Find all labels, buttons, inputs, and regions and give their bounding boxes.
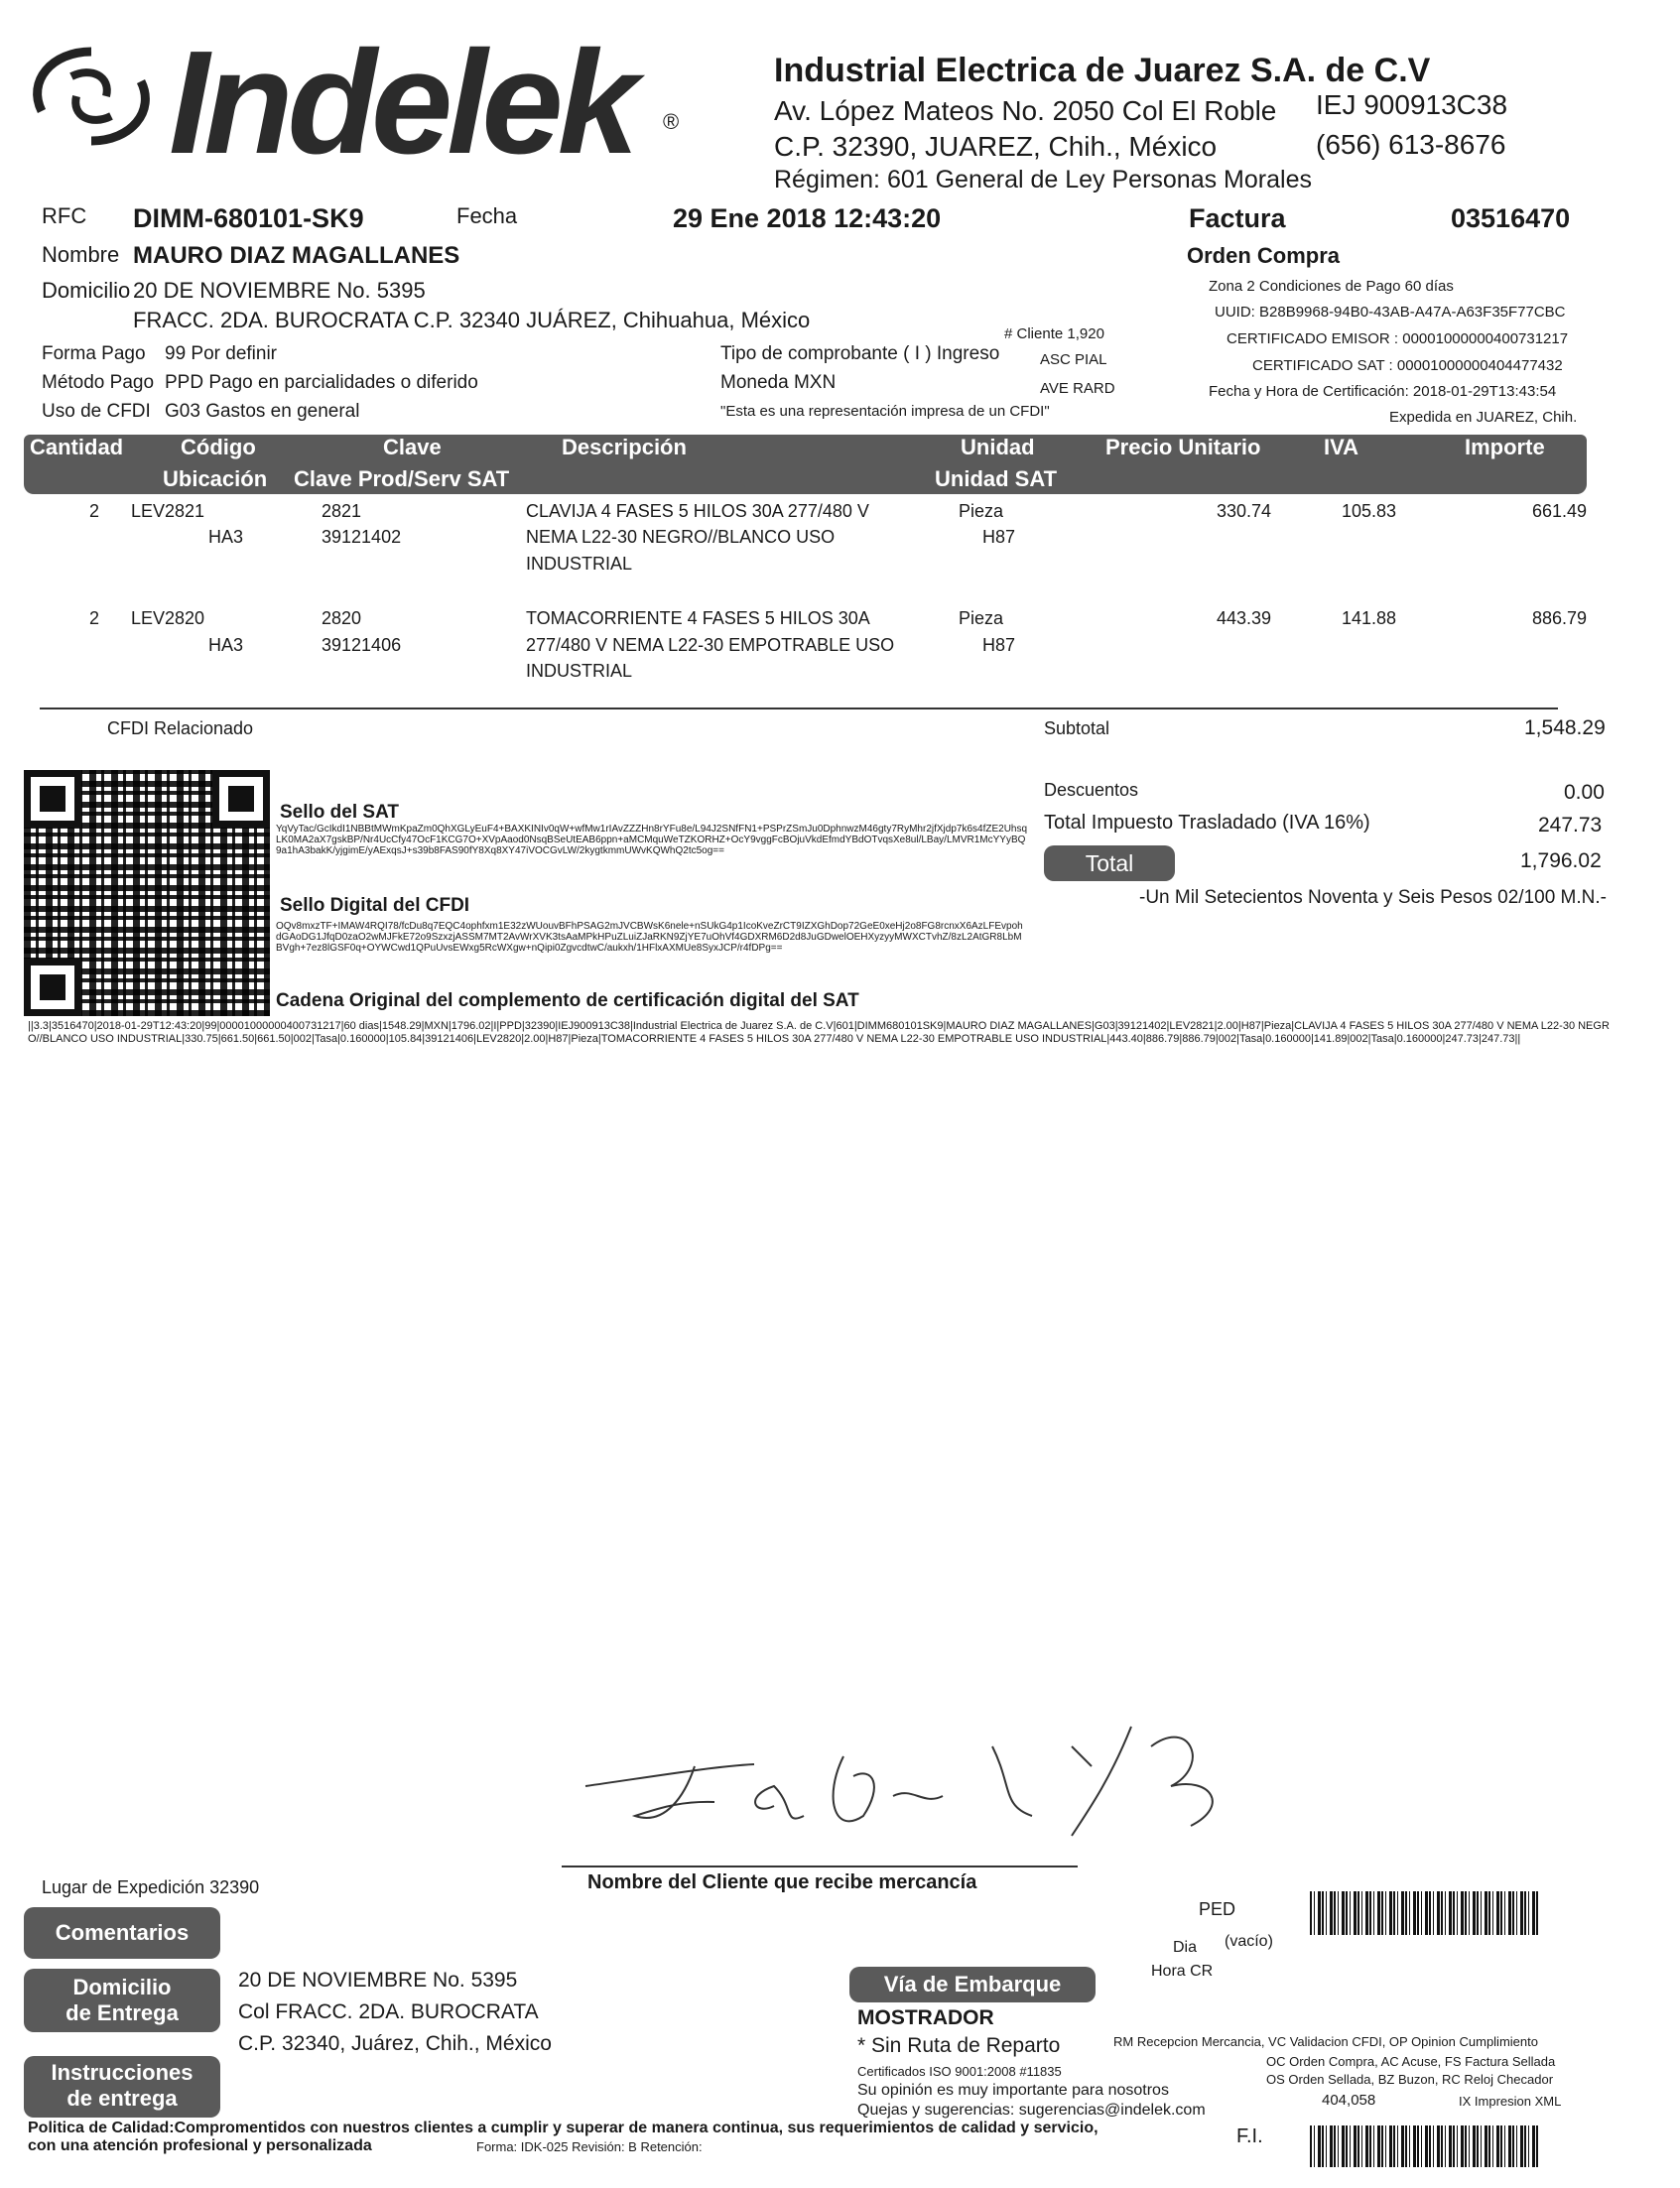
barcode-bottom-icon xyxy=(1310,2125,1538,2167)
cadena-original: ||3.3|3516470|2018-01-29T12:43:20|99|00001000000400731217|60 dias|1548.29|MXN|1796.02|I|PPD|32390|IEJ900913C38|Industrial Electrica de Juarez S.A. de C.V|601|DIMM680101SK9|MAURO DIAZ MAGALLANES|G03|39121402|LEV2821|2.00|H87|Pieza|CLAVIJA 4 FASES 5 HILOS 30A 277/480 V NEMA L22-30 NEGRO//BLANCO USO INDUSTRIAL|330.75|661.50|661.50|002|Tasa|0.160000|105.84|39121406|LEV2820|2.00|H87|Pieza|TOMACORRIENTE 4 FASES 5 HILOS 30A 277/480 V NEMA L22-30 EMPOTRABLE USO INDUSTRIAL|443.40|886.79|886.79|002|Tasa|0.160000|141.89|002|Tasa|0.160000|247.73|247.73|| xyxy=(28,1020,1610,1045)
invoice-date: 29 Ene 2018 12:43:20 xyxy=(673,203,942,233)
instrucciones-entrega-label xyxy=(24,2056,220,2118)
th-unidad: Unidad xyxy=(961,435,1035,459)
domicilio-entrega-label-2: de Entrega xyxy=(65,2000,179,2025)
metodo-pago-label: Método Pago xyxy=(42,372,155,393)
registered-mark-icon: ® xyxy=(663,109,680,134)
instrucciones-label-2: de entrega xyxy=(66,2086,178,2111)
lugar-expedicion: Lugar de Expedición 32390 xyxy=(42,1877,260,1897)
politica-calidad: Politica de Calidad:Compromentidos con nuestros clientes a cumplir y superar de manera continua, sus requerimientos de calidad y servicio, xyxy=(28,2120,1098,2136)
cliente-number: # Cliente 1,920 xyxy=(1004,325,1104,342)
expedida-en: Expedida en JUAREZ, Chih. xyxy=(1389,409,1578,426)
factura-number: 03516470 xyxy=(1451,203,1571,233)
uuid: UUID: B28B9968-94B0-43AB-A47A-A63F35F77CBC xyxy=(1215,304,1566,321)
opinion: Su opinión es muy importante para nosotros xyxy=(857,2082,1169,2099)
entrega-address2: Col FRACC. 2DA. BUROCRATA xyxy=(238,2000,539,2023)
total-en-letra: -Un Mil Setecientos Noventa y Seis Pesos 02/100 M.N.- xyxy=(1139,887,1607,908)
row1-cantidad: 2 xyxy=(89,501,100,521)
dia-value: (vacío) xyxy=(1225,1933,1273,1950)
dia-label: Dia xyxy=(1173,1939,1198,1956)
table-divider xyxy=(40,708,1558,709)
th-descripcion: Descripción xyxy=(562,435,687,459)
th-importe: Importe xyxy=(1465,435,1545,459)
via-embarque-label: Vía de Embarque xyxy=(849,1967,1096,2002)
representacion-impresa: "Esta es una representación impresa de un CFDI" xyxy=(720,403,1050,420)
firma-label: Nombre del Cliente que recibe mercancía xyxy=(587,1871,977,1893)
quejas: Quejas y sugerencias: sugerencias@indelek.com xyxy=(857,2102,1206,2119)
th-clave-sat: Clave Prod/Serv SAT xyxy=(294,466,510,491)
orden-compra-label: Orden Compra xyxy=(1187,243,1341,268)
entrega-address1: 20 DE NOVIEMBRE No. 5395 xyxy=(238,1969,518,1992)
sello-sat-label: Sello del SAT xyxy=(280,802,400,823)
sin-ruta: * Sin Ruta de Reparto xyxy=(857,2034,1061,2057)
uso-cfdi-label: Uso de CFDI xyxy=(42,401,151,422)
company-address2: C.P. 32390, JUAREZ, Chih., México xyxy=(774,131,1218,162)
factura-label: Factura xyxy=(1189,203,1286,233)
row1-desc3: INDUSTRIAL xyxy=(526,554,633,574)
indelek-logo-icon xyxy=(22,42,161,151)
row2-desc3: INDUSTRIAL xyxy=(526,661,633,681)
sello-sat: YqVyTac/GcIkdI1NBBtMWmKpaZm0QhXGLyEuF4+BAXKINIv0qW+wfMw1rIAvZZZHn8rYFu8e/L94J2SNfFN1+PSPrZSmJu0DphnwzM46gty7RyMhr2jfXjdp7k6s4fZE2UhsqLK0MA2aX7gskBP/Nr4UcCfy47OcF1KCG7O+XVpAaod0NsqBSeUtEAB6ppn+aMCMquWeTZKORHZ+OcY9vggFcBOjuVkdEfmdYBdOTvqsXe8ul/LBay/LMVR1McYYyBQ9a1hA3bakK/yjgimE/yAExqsJ+s39b8FAS90fY8Xq8XY47iVOCGvLW/2kygtkmmUWvKQWhQ2tc5og== xyxy=(276,824,1028,856)
row2-unidad-sat: H87 xyxy=(982,635,1016,655)
forma-pago-label: Forma Pago xyxy=(42,343,146,364)
cadena-original-label: Cadena Original del complemento de certificación digital del SAT xyxy=(276,990,859,1011)
row1-ubicacion: HA3 xyxy=(208,527,244,547)
moneda: Moneda MXN xyxy=(720,372,837,393)
mostrador: MOSTRADOR xyxy=(857,2006,994,2029)
total-label: Total xyxy=(1044,845,1175,881)
row2-unidad: Pieza xyxy=(959,608,1004,628)
certificado-emisor: CERTIFICADO EMISOR : 00001000000400731217 xyxy=(1227,330,1569,347)
impuesto-label: Total Impuesto Trasladado (IVA 16%) xyxy=(1044,812,1370,834)
certificado-sat: CERTIFICADO SAT : 00001000000404477432 xyxy=(1252,357,1563,374)
company-phone: (656) 613-8676 xyxy=(1316,129,1506,160)
row2-desc2: 277/480 V NEMA L22-30 EMPOTRABLE USO xyxy=(526,635,895,655)
fecha-certificacion: Fecha y Hora de Certificación: 2018-01-29T13:43:54 xyxy=(1209,383,1557,400)
impuesto-value: 247.73 xyxy=(1538,814,1603,837)
row1-unidad-sat: H87 xyxy=(982,527,1016,547)
domicilio-entrega-label-1: Domicilio xyxy=(72,1975,172,1999)
company-regimen: Régimen: 601 General de Ley Personas Morales xyxy=(774,166,1312,193)
th-unidad-sat: Unidad SAT xyxy=(935,466,1058,491)
sello-cfdi: OQv8mxzTF+IMAW4RQI78/fcDu8q7EQC4ophfxm1E32zWUouvBFhPSAG2mJVCBWsK6nele+nSUkG4p1IcoKveZrCT9IZXGhDop72GeE0xeHj2o8FG8rcnxX6AzLFEvpohdGAoDG1JfqD0zaO2wMJFkE72o9SzxzjASSM7MT2AvWrXVK3tsAaMPkHPuZLuiZJaRKN9ZjYE7uOhVf4GDXRM6D2d8JuGDwelOEHXyzyyMWXCTvhZ/8zL2AtGR8LbMBVgh+7ez8lGSF0q+OYWCwd1QPuUvsEWxg5RcWXgw+nQipi0ZgvcdtwC/aukxh/1HFlxAXMUe8SyxJCP/r4fDPg== xyxy=(276,921,1023,954)
comentarios-label: Comentarios xyxy=(24,1907,220,1959)
customer-name: MAURO DIAZ MAGALLANES xyxy=(133,242,460,269)
impresion-xml: IX Impresion XML xyxy=(1459,2094,1562,2109)
th-cantidad: Cantidad xyxy=(30,435,124,459)
row2-clave-sat: 39121406 xyxy=(322,635,402,655)
domicilio-label: Domicilio xyxy=(42,278,131,303)
row1-desc2: NEMA L22-30 NEGRO//BLANCO USO xyxy=(526,527,836,547)
customer-signature xyxy=(576,1707,1330,1856)
th-ubicacion: Ubicación xyxy=(163,466,268,491)
row1-precio: 330.74 xyxy=(1217,501,1272,521)
total-value: 1,796.02 xyxy=(1520,849,1602,872)
customer-rfc: DIMM-680101-SK9 xyxy=(133,203,364,233)
cfdi-relacionado-label: CFDI Relacionado xyxy=(107,718,254,738)
zona-condiciones: Zona 2 Condiciones de Pago 60 días xyxy=(1209,278,1454,295)
fi-label: F.I. xyxy=(1236,2125,1263,2147)
entrega-address3: C.P. 32340, Juárez, Chih., México xyxy=(238,2032,552,2055)
hora-label: Hora CR xyxy=(1151,1963,1214,1980)
asc-code: ASC PIAL xyxy=(1040,351,1107,368)
items-table-header xyxy=(24,435,1587,494)
row2-desc1: TOMACORRIENTE 4 FASES 5 HILOS 30A xyxy=(526,608,870,628)
company-address1: Av. López Mateos No. 2050 Col El Roble xyxy=(774,95,1277,126)
row1-codigo: LEV2821 xyxy=(131,501,205,521)
ave-code: AVE RARD xyxy=(1040,380,1115,397)
row2-precio: 443.39 xyxy=(1217,608,1272,628)
signature-line xyxy=(562,1866,1078,1867)
politica-calidad-2: con una atención profesional y personalizada xyxy=(28,2137,372,2154)
descuentos-label: Descuentos xyxy=(1044,780,1139,800)
instrucciones-label-1: Instrucciones xyxy=(51,2060,194,2085)
subtotal-label: Subtotal xyxy=(1044,718,1110,738)
subtotal-value: 1,548.29 xyxy=(1524,716,1606,739)
row1-desc1: CLAVIJA 4 FASES 5 HILOS 30A 277/480 V xyxy=(526,501,869,521)
customer-address2: FRACC. 2DA. BUROCRATA C.P. 32340 JUÁREZ, Chihuahua, México xyxy=(133,308,811,332)
forma-pago: 99 Por definir xyxy=(165,343,278,364)
row2-ubicacion: HA3 xyxy=(208,635,244,655)
rfc-label: RFC xyxy=(42,203,87,228)
th-precio: Precio Unitario xyxy=(1105,435,1261,459)
th-codigo: Código xyxy=(181,435,256,459)
row2-codigo: LEV2820 xyxy=(131,608,205,628)
nombre-label: Nombre xyxy=(42,242,120,267)
th-iva: IVA xyxy=(1324,435,1359,459)
ped-label: PED xyxy=(1199,1899,1236,1919)
row1-iva: 105.83 xyxy=(1342,501,1397,521)
row2-clave: 2820 xyxy=(322,608,362,628)
customer-address1: 20 DE NOVIEMBRE No. 5395 xyxy=(133,278,426,303)
uso-cfdi: G03 Gastos en general xyxy=(165,401,360,422)
company-rfc: IEJ 900913C38 xyxy=(1316,89,1508,120)
company-name: Industrial Electrica de Juarez S.A. de C.V xyxy=(774,52,1431,89)
leyenda1: RM Recepcion Mercancia, VC Validacion CFDI, OP Opinion Cumplimiento xyxy=(1113,2034,1538,2049)
row2-iva: 141.88 xyxy=(1342,608,1397,628)
tipo-comprobante: Tipo de comprobante ( I ) Ingreso xyxy=(720,343,1000,364)
metodo-pago: PPD Pago en parcialidades o diferido xyxy=(165,372,478,393)
barcode-top-icon xyxy=(1310,1891,1538,1935)
fecha-label: Fecha xyxy=(456,203,518,228)
row1-clave: 2821 xyxy=(322,501,362,521)
row1-clave-sat: 39121402 xyxy=(322,527,402,547)
leyenda3: OS Orden Sellada, BZ Buzon, RC Reloj Checador xyxy=(1266,2072,1554,2087)
sello-cfdi-label: Sello Digital del CFDI xyxy=(280,895,470,916)
footer-number: 404,058 xyxy=(1322,2092,1376,2109)
row2-cantidad: 2 xyxy=(89,608,100,628)
iso-cert: Certificados ISO 9001:2008 #11835 xyxy=(857,2064,1062,2079)
qr-code-icon xyxy=(24,770,270,1016)
row1-importe: 661.49 xyxy=(1532,501,1588,521)
descuentos-value: 0.00 xyxy=(1564,781,1605,804)
domicilio-entrega-label xyxy=(24,1969,220,2032)
th-clave: Clave xyxy=(383,435,442,459)
row2-importe: 886.79 xyxy=(1532,608,1588,628)
forma-revision: Forma: IDK-025 Revisión: B Retención: xyxy=(476,2139,703,2154)
row1-unidad: Pieza xyxy=(959,501,1004,521)
company-logo-text: Indelek xyxy=(169,21,633,185)
leyenda2: OC Orden Compra, AC Acuse, FS Factura Sellada xyxy=(1266,2054,1556,2069)
